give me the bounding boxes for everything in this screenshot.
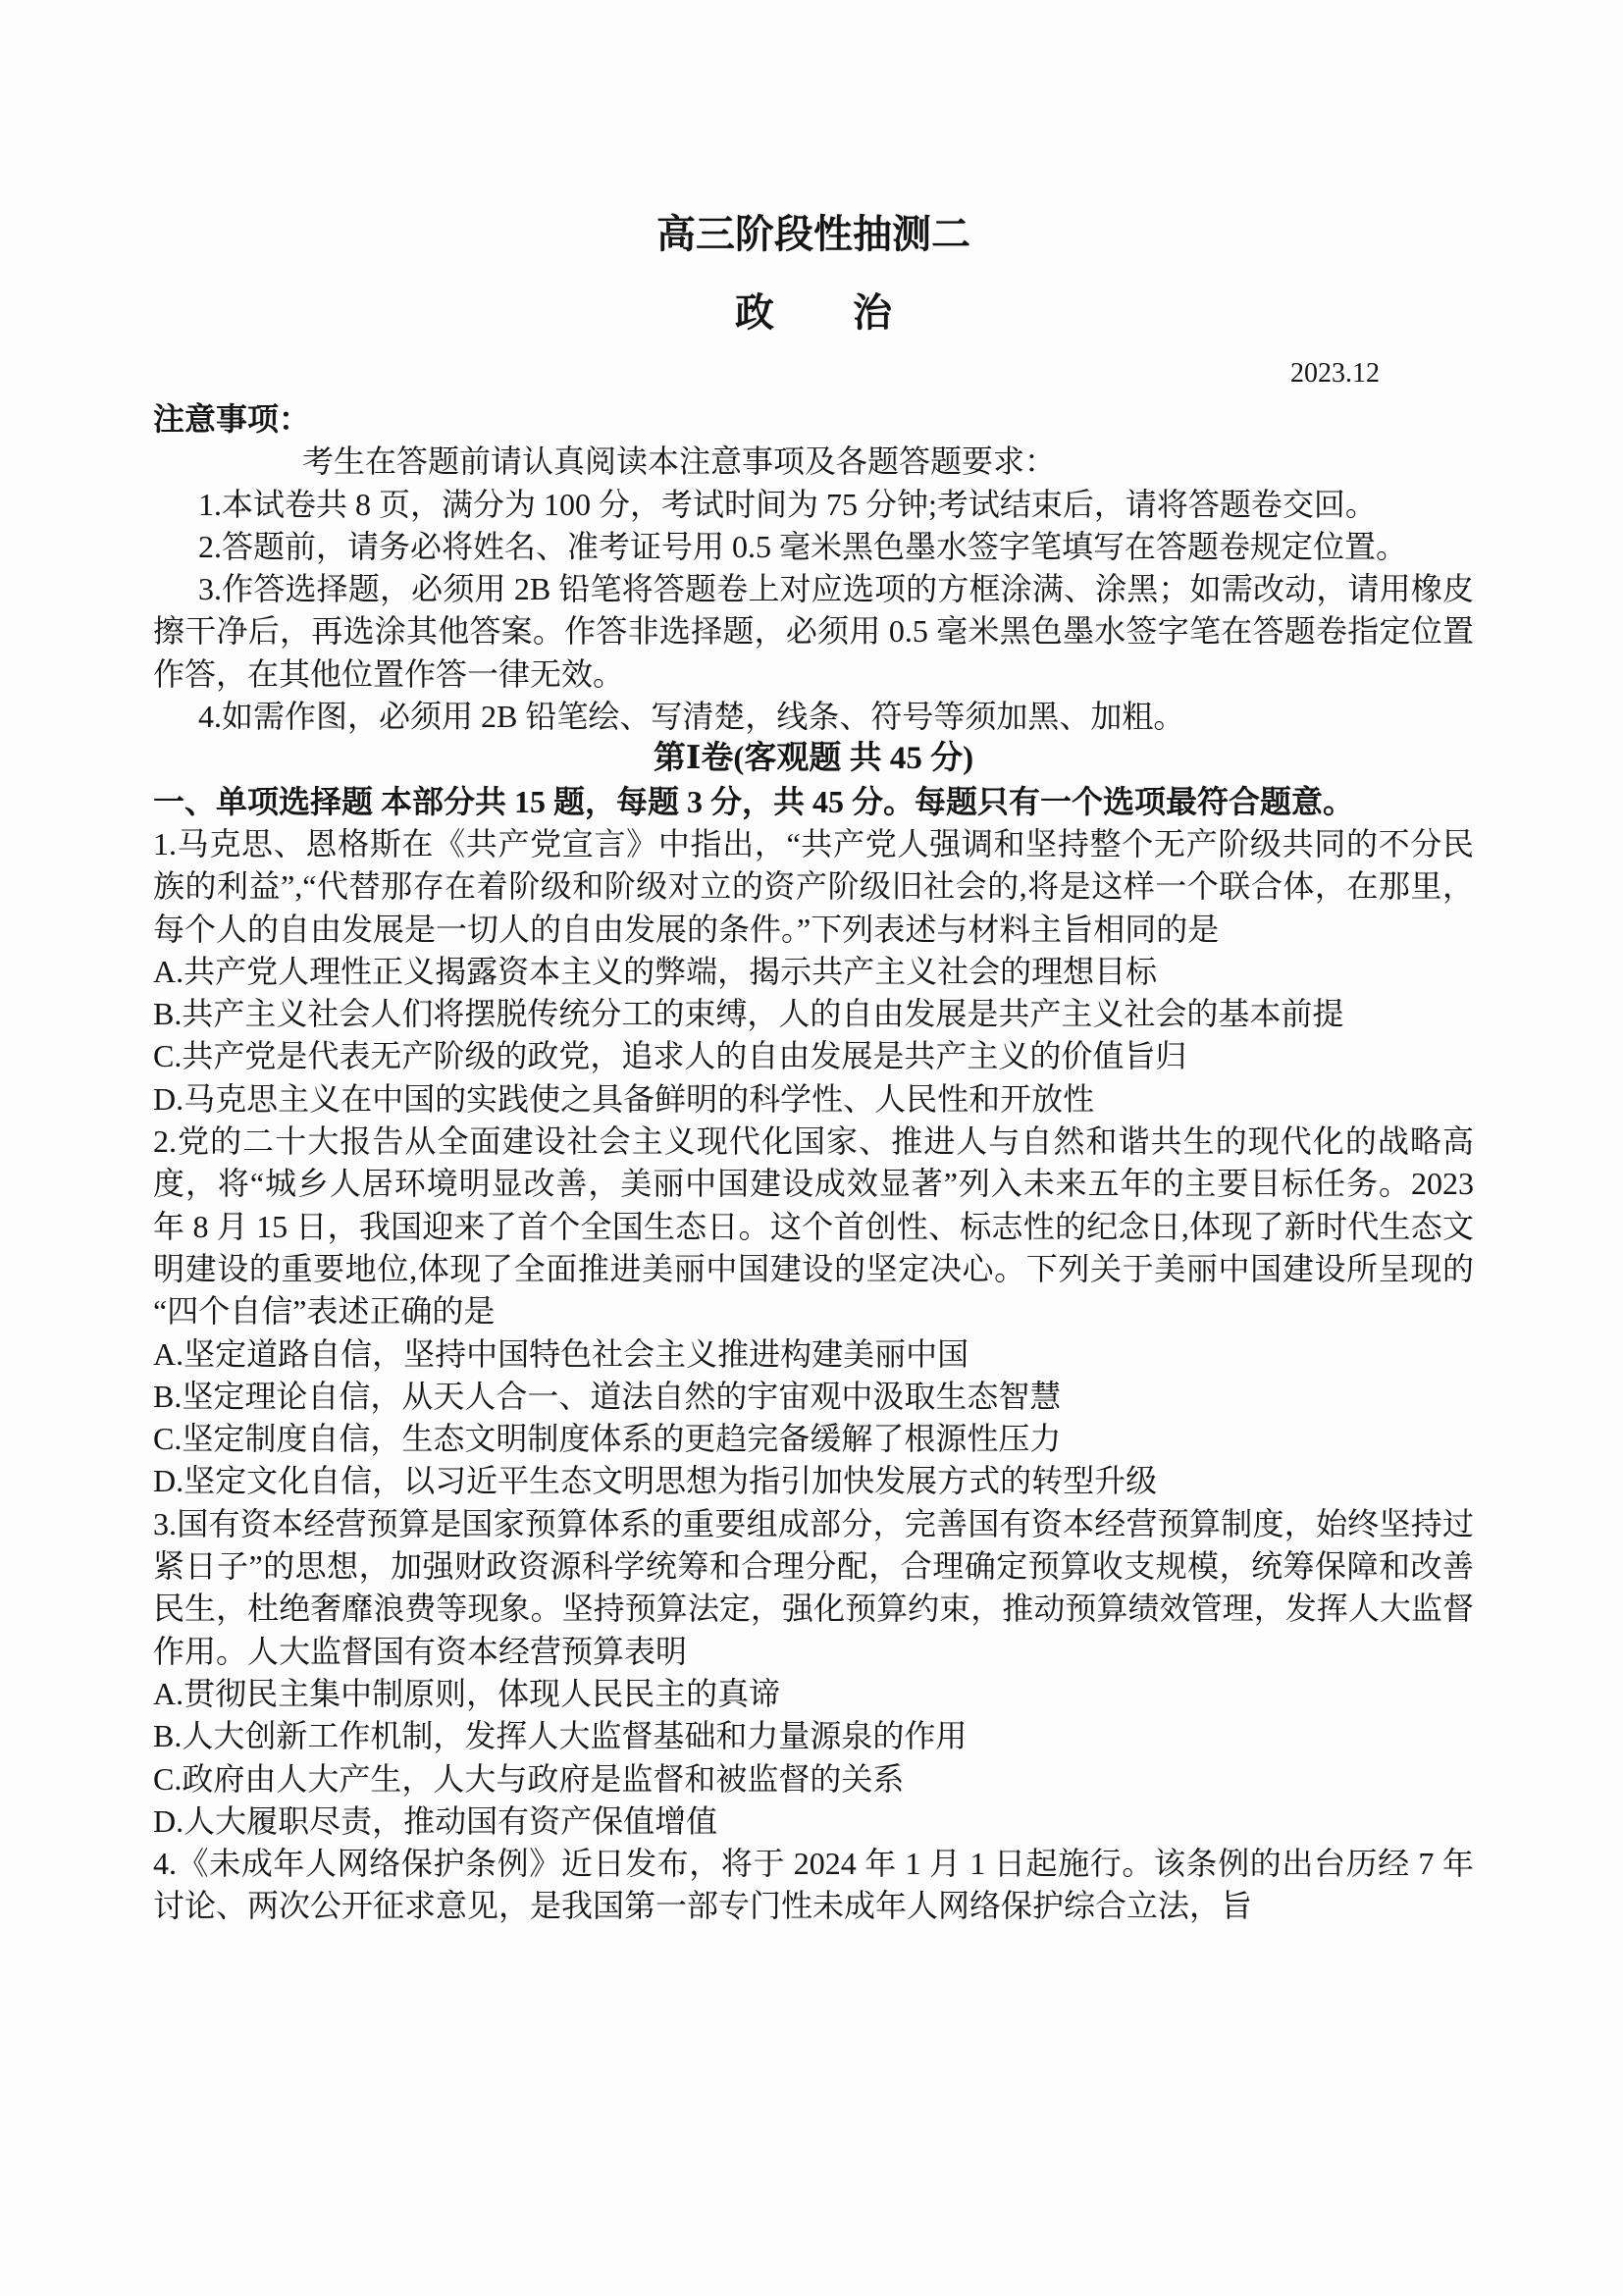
subject-title: 政 治	[735, 290, 892, 335]
question-3-option-a: A.贯彻民主集中制原则，体现人民民主的真谛	[153, 1675, 781, 1711]
notice-item-4: 4.如需作图，必须用 2B 铅笔绘、写清楚，线条、符号等须加黑、加粗。	[198, 699, 1185, 735]
question-4	[153, 1843, 1474, 1928]
question-3	[153, 1503, 1474, 1843]
question-1	[153, 823, 1474, 1121]
section-instruction: 一、单项选择题 本部分共 15 题，每题 3 分，共 45 分。每题只有一个选项最符合题意。	[153, 783, 1355, 819]
question-1-option-b: B.共产主义社会人们将摆脱传统分工的束缚，人的自由发展是共产主义社会的基本前提	[153, 996, 1344, 1032]
notice-item-3: 3.作答选择题，必须用 2B 铅笔将答题卷上对应选项的方框涂满、涂黑；如需改动，请用橡皮擦干净后，再选涂其他答案。作答非选择题，必须用 0.5 毫米黑色墨水签字笔在答题卷指定位置作答，在其他位置作答一律无效。	[153, 571, 1474, 692]
notice-heading: 注意事项：	[153, 401, 311, 437]
question-2-option-d: D.坚定文化自信，以习近平生态文明思想为指引加快发展方式的转型升级	[153, 1463, 1158, 1499]
question-3-option-c: C.政府由人大产生，人大与政府是监督和被监督的关系	[153, 1760, 905, 1797]
notice-item-1: 1.本试卷共 8 页，满分为 100 分，考试时间为 75 分钟;考试结束后，请将答题卷交回。	[198, 486, 1377, 522]
question-3-option-b: B.人大创新工作机制，发挥人大监督基础和力量源泉的作用	[153, 1718, 968, 1754]
question-4-stem: 4.《未成年人网络保护条例》近日发布，将于 2024 年 1 月 1 日起施行。该条例的出台历经 7 年讨论、两次公开征求意见，是我国第一部专门性未成年人网络保护综合立法，旨	[153, 1846, 1474, 1924]
question-3-option-d: D.人大履职尽责，推动国有资产保值增值	[153, 1802, 718, 1839]
question-1-option-a: A.共产党人理性正义揭露资本主义的弊端，揭示共产主义社会的理想目标	[153, 953, 1158, 989]
question-2-option-a: A.坚定道路自信，坚持中国特色社会主义推进构建美丽中国	[153, 1335, 969, 1372]
question-2	[153, 1121, 1474, 1503]
question-2-option-b: B.坚定理论自信，从天人合一、道法自然的宇宙观中汲取生态智慧	[153, 1378, 1062, 1414]
notice-item-2: 2.答题前，请务必将姓名、准考证号用 0.5 毫米黑色墨水签字笔填写在答题卷规定位置。	[198, 528, 1408, 564]
question-1-stem: 1.马克思、恩格斯在《共产党宣言》中指出，“共产党人强调和坚持整个无产阶级共同的不分民族的利益”,“代替那存在着阶级和阶级对立的资产阶级旧社会的,将是这样一个联合体，在那里，每个人的自由发展是一切人的自由发展的条件。”下列表述与材料主旨相同的是	[153, 825, 1474, 947]
page-title: 高三阶段性抽测二	[656, 212, 970, 256]
notice-intro: 考生在答题前请认真阅读本注意事项及各题答题要求：	[302, 444, 1057, 480]
question-2-stem: 2.党的二十大报告从全面建设社会主义现代化国家、推进人与自然和谐共生的现代化的战略高度，将“城乡人居环境明显改善，美丽中国建设成效显著”列入未来五年的主要目标任务。2023 年 8 月 15 日，我国迎来了首个全国生态日。这个首创性、标志性的纪念日,体现了新时代生态文明建设的重要地位,体现了全面推进美丽中国建设的坚定决心。下列关于美丽中国建设所呈现的“四个自信”表述正确的是	[153, 1123, 1474, 1330]
question-1-option-c: C.共产党是代表无产阶级的政党，追求人的自由发展是共产主义的价值旨归	[153, 1038, 1187, 1074]
exam-date: 2023.12	[1290, 358, 1380, 389]
section-header: 第Ⅰ卷(客观题 共 45 分)	[653, 741, 974, 777]
question-3-stem: 3.国有资本经营预算是国家预算体系的重要组成部分，完善国有资本经营预算制度，始终坚持过紧日子”的思想，加强财政资源科学统筹和合理分配，合理确定预算收支规模，统筹保障和改善民生，杜绝奢靡浪费等现象。坚持预算法定，强化预算约束，推动预算绩效管理，发挥人大监督作用。人大监督国有资本经营预算表明	[153, 1505, 1474, 1669]
question-2-option-c: C.坚定制度自信，生态文明制度体系的更趋完备缓解了根源性压力	[153, 1421, 1062, 1457]
question-1-option-d: D.马克思主义在中国的实践使之具备鲜明的科学性、人民性和开放性	[153, 1080, 1095, 1117]
